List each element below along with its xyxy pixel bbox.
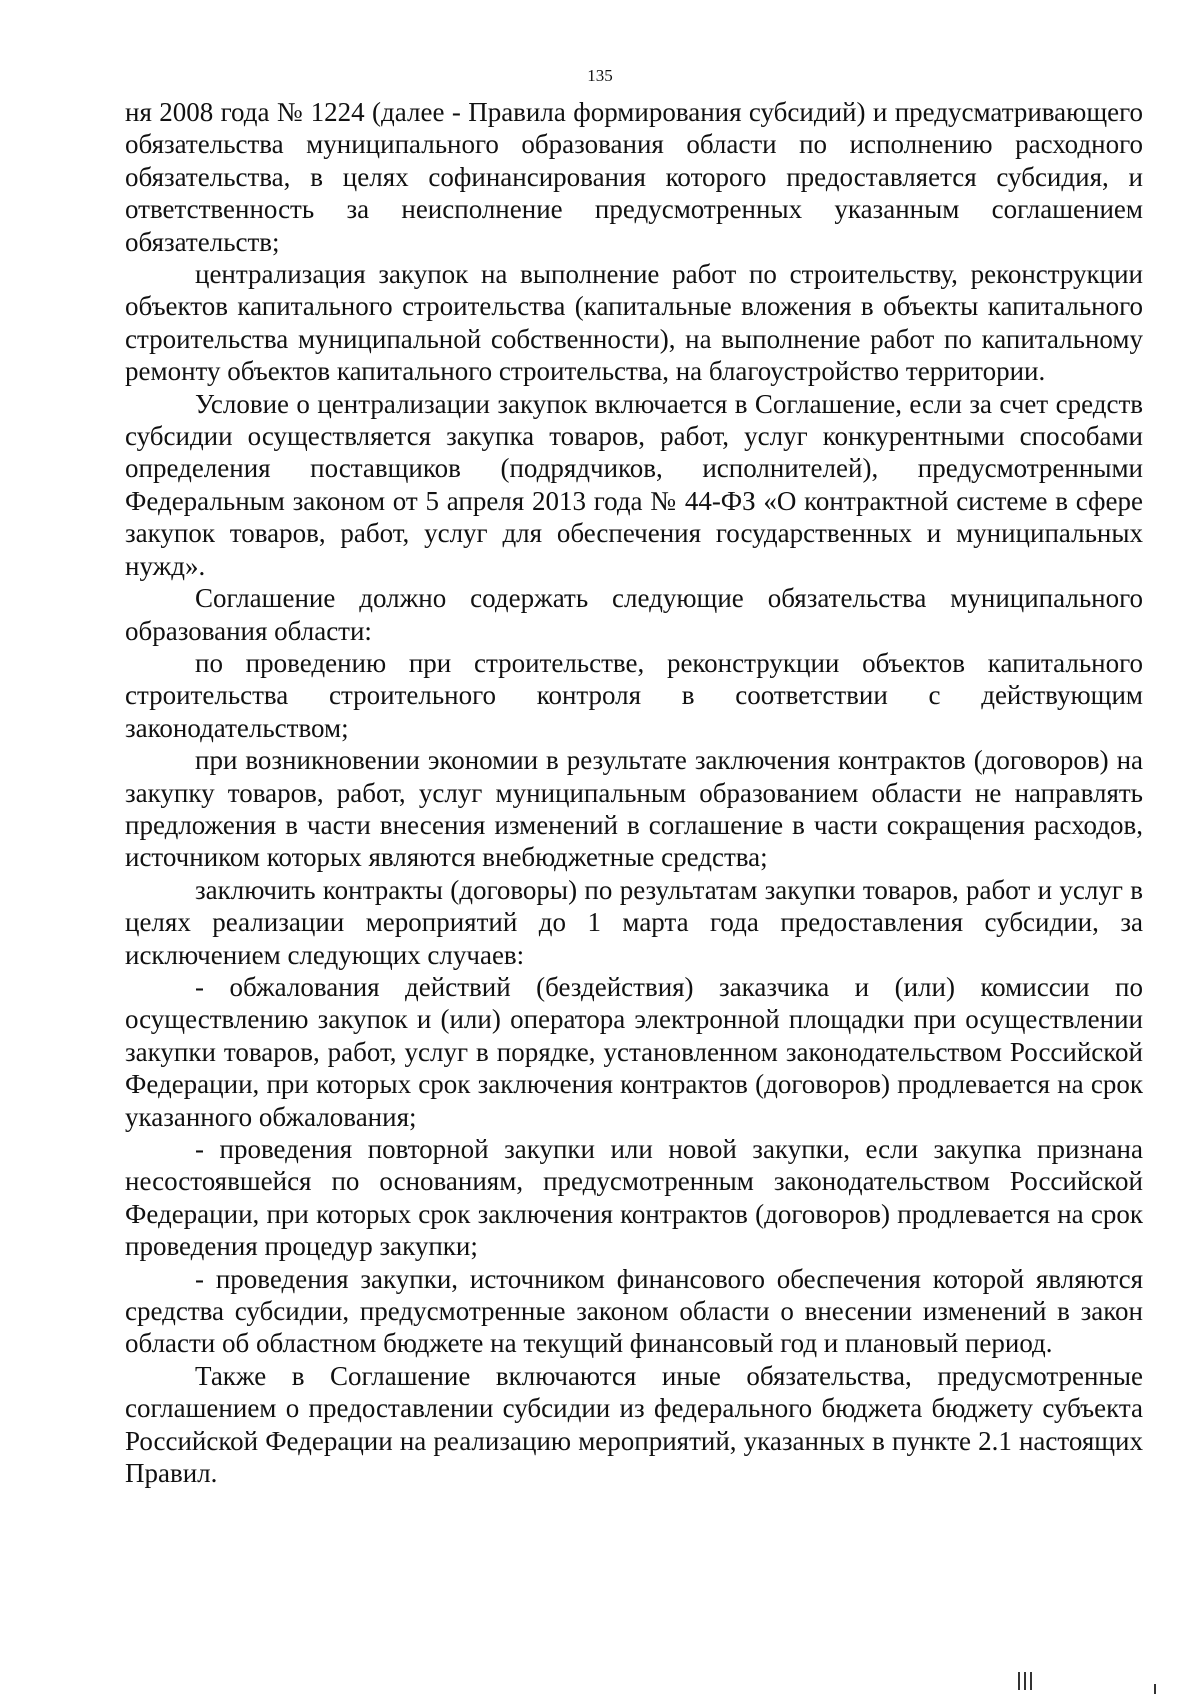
paragraph-savings: при возникновении экономии в результате заключения контрактов (договоров) на закупку товаров, работ, услуг муниципальным образованием области не направлять предложения в части внесения изменений в соглашение в части сокращения расходов, источником которых являются внебюджетные средства; — [125, 745, 1143, 873]
paragraph-centralization-condition: Условие о централизации закупок включается в Соглашение, если за счет средств субсидии осуществляется закупка товаров, работ, услуг конкурентными способами определения поставщиков (подрядчиков, исполнителей), предусмотренными Федеральным законом от 5 апреля 2013 года № 44-ФЗ «О контрактной системе в сфере закупок товаров, работ, услуг для обеспечения государственных и муниципальных нужд». — [125, 388, 1143, 581]
scan-artifact-mark — [1030, 1672, 1032, 1690]
paragraph-exception-budget-law: - проведения закупки, источником финансового обеспечения которой являются средства субсидии, предусмотренные законом области о внесении изменений в закон области об областном бюджете на текущий финансовый год и плановый период. — [125, 1263, 1143, 1359]
paragraph-continuation: ня 2008 года № 1224 (далее - Правила формирования субсидий) и предусматривающего обязательства муниципального образования области по исполнению расходного обязательства, в целях софинансирования которого предоставляется субсидия, и ответственность за неисполнение предусмотренных указанным соглашением обязательств; — [125, 97, 1143, 257]
paragraph-centralization: централизация закупок на выполнение работ по строительству, реконструкции объектов капитального строительства (капитальные вложения в объекты капитального строительства муниципальной собственности), на выполнение работ по капитальному ремонту объектов капитального строительства, на благоустройство территории. — [125, 259, 1143, 387]
paragraph-agreement-obligations: Соглашение должно содержать следующие обязательства муниципального образования области: — [125, 583, 1143, 646]
paragraph-exception-repeat-procurement: - проведения повторной закупки или новой закупки, если закупка признана несостоявшейся по основаниям, предусмотренным законодательством Российской Федерации, при которых срок заключения контрактов (договоров) продлевается на срок проведения процедур закупки; — [125, 1134, 1143, 1262]
page-number: 135 — [587, 66, 613, 85]
paragraph-construction-control: по проведению при строительстве, реконструкции объектов капитального строительства строительного контроля в соответствии с действующим законодательством; — [125, 647, 1143, 743]
paragraph-exception-appeal: - обжалования действий (бездействия) заказчика и (или) комиссии по осуществлению закупок и (или) оператора электронной площадки при осуществлении закупки товаров, работ, услуг в порядке, установленном законодательством Российской Федерации, при которых срок заключения контрактов (договоров) продлевается на срок указанного обжалования; — [125, 971, 1143, 1132]
document-body — [125, 96, 1143, 1489]
scan-artifact-mark — [1024, 1672, 1026, 1690]
scan-artifact-mark — [1154, 1684, 1156, 1694]
scan-artifact-mark — [1018, 1672, 1020, 1690]
paragraph-contract-deadline: заключить контракты (договоры) по результатам закупки товаров, работ и услуг в целях реализации мероприятий до 1 марта года предоставления субсидии, за исключением следующих случаев: — [125, 874, 1143, 970]
paragraph-other-obligations: Также в Соглашение включаются иные обязательства, предусмотренные соглашением о предоставлении субсидии из федерального бюджета бюджету субъекта Российской Федерации на реализацию мероприятий, указанных в пункте 2.1 настоящих Правил. — [125, 1360, 1143, 1489]
